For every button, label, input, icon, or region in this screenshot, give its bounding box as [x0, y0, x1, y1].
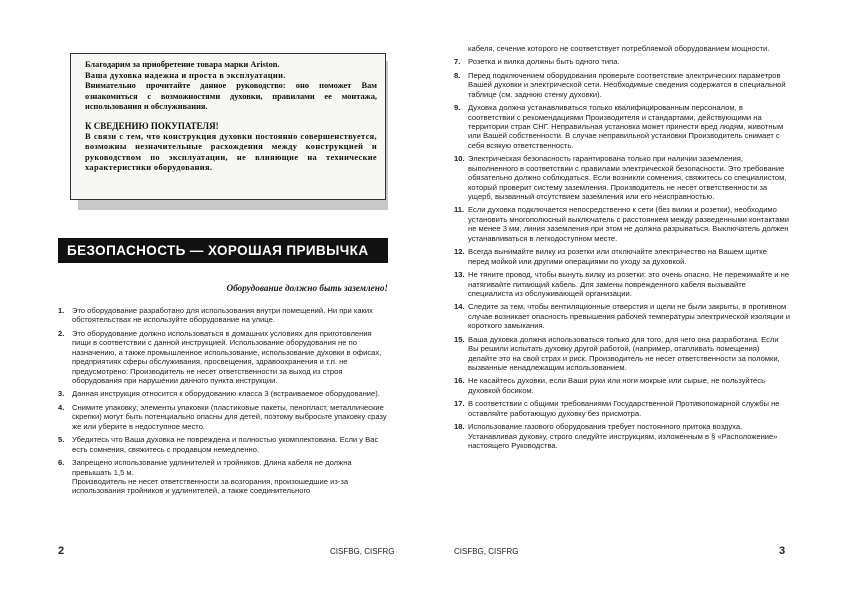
item-text: Розетка и вилка должны быть одного типа. [468, 57, 620, 67]
list-item [454, 376, 790, 395]
list-item [58, 306, 388, 325]
item-text: Всегда вынимайте вилку из розетки или отключайте электричество на Вашем щитке перед мойкой или другими операциями по уходу за духовкой. [468, 247, 767, 266]
item-text: Если духовка подключается непосредственно к сети (без вилки и розетки), необходимо установить многополюсный выключатель с расстоянием между разведенными контактами не менее 3 мм, линия заземления при этом не должна разрываться. Выключатель должен устанавливаться в легкодоступном месте. [468, 205, 789, 243]
item-text: Это оборудование разработано для использования внутри помещений. Ни при каких обстоятельствах не используйте оборудование на улице. [72, 306, 373, 325]
grounded-note: Оборудование должно быть заземлено! [226, 283, 388, 293]
section-title: БЕЗОПАСНОСТЬ — ХОРОШАЯ ПРИВЫЧКА [58, 238, 388, 263]
list-item [454, 302, 790, 330]
left-page-number: 2 [58, 545, 65, 557]
safety-list-left [58, 306, 388, 499]
item-number: 13. [454, 270, 465, 280]
list-item [454, 103, 790, 150]
list-item [454, 335, 790, 373]
item-text: В соответствии с общими требованиями Государственной Противопожарной службы не оставляйте работающую духовку без присмотра. [468, 399, 780, 418]
list-item [454, 154, 790, 201]
item-number: 3. [58, 389, 65, 399]
item-number: 4. [58, 402, 65, 412]
item-number: 16. [454, 376, 465, 386]
item-text: Снимите упаковку; элементы упаковки (пластиковые пакеты, пенопласт, металлические скрепки) могут быть потенциально опасны для детей, поэтому выбросьте упаковку сразу же или уберите в недоступное место. [72, 402, 387, 431]
item-number: 17. [454, 399, 465, 409]
list-item [58, 435, 388, 454]
item-text: Данная инструкция относится к оборудованию класса 3 (встраиваемое оборудование). [72, 389, 380, 399]
list-item [454, 270, 790, 298]
notice-thanks: Благодарим за приобретение товара марки Ariston. [85, 60, 280, 69]
item-text: Электрическая безопасность гарантирована только при наличии заземления, выполненного в соответствии с правилами электрической безопасности. Это требование обязательно должно соблюдаться. Если возникли сомнения, свяжитесь со специалистом, который проверит систему заземления. Производитель не несет ответственности за ущерб, вызванный отсутствием заземления или его неисправностью. [468, 154, 787, 201]
item-number: 9. [454, 103, 461, 113]
list-item [58, 403, 388, 431]
notice-body: В связи с тем, что конструкция духовки постоянно совершенствуется, возможны незначительные расхождения между конструкцией и руководством по эксплуатации, не влияющие на технические характеристики оборудования. [85, 131, 377, 173]
item-number: 1. [58, 306, 65, 315]
list-item [454, 57, 790, 66]
item-number: 14. [454, 302, 465, 312]
item-text: Перед подключением оборудования проверьте соответствие электрических параметров Вашей духовки и электрической сети. Необходимые сведения содержатся в специальной таблице (см. заднюю стенку духовки). [468, 70, 786, 99]
list-item [58, 458, 388, 477]
list-item [454, 247, 790, 266]
item-number: 15. [454, 334, 465, 344]
item-6-continuation: Производитель не несет ответственности за возгорания, произошедшие из-за использования тройников и удлинителей, а также соединительного [72, 476, 349, 496]
item-text: Использование газового оборудования требует постоянного притока воздуха. Устанавливая духовку, строго следуйте инструкциям, изложенным в § «Расположение» настоящего Руководства. [468, 422, 778, 451]
item-number: 12. [454, 247, 465, 257]
item-number: 11. [454, 205, 465, 215]
right-footer-model: CISFBG, CISFRG [454, 547, 519, 556]
right-page-number: 3 [779, 545, 786, 557]
list-item [454, 422, 790, 450]
item-number: 2. [58, 328, 65, 338]
item-text: Не тяните провод, чтобы вынуть вилку из розетки: это очень опасно. Не пережимайте и не натягивайте питающий кабель. Для замены поврежденного кабеля вызывайте специалиста из обслуживающей организации. [468, 270, 790, 298]
list-item [454, 399, 790, 418]
safety-list-right [454, 44, 790, 455]
item-number: 6. [58, 458, 65, 468]
item-6-cable-continuation: кабеля, сечение которого не соответствует потребляемой оборудованием мощности. [468, 44, 770, 53]
notice-box [70, 53, 386, 200]
notice-reliable: Ваша духовка надежна и проста в эксплуатации. [85, 70, 286, 80]
item-text: Не касайтесь духовки, если Ваши руки или ноги мокрые или сырые, не пользуйтесь духовкой босиком. [468, 376, 766, 395]
item-text: Это оборудование должно использоваться в домашних условиях для приготовления пищи в соответствии с данной инструкцией. Использование оборудования не по назначению, а также промышленное использование, использование духовки в офисах, предприятиях сферы обслуживания, просвещения, здравоохранения и т.п. не предусмотрено: Производитель не несет ответственности за выход из строя оборудования при нарушении данного пункта инструкции. [72, 328, 382, 385]
item-text: Следите за тем, чтобы вентиляционные отверстия и щели не были закрыты, в противном случае возникает опасность превышения рабочей температуры электрической изоляции и короткого замыкания. [468, 302, 790, 331]
item-text: Запрещено использование удлинителей и тройников. Длина кабеля не должна превышать 1,5 м. [72, 458, 352, 477]
notice-read: Внимательно прочитайте данное руководство: оно поможет Вам ознакомиться с возможностями духовки, правилами ее монтажа, использования и обслуживания. [85, 81, 377, 112]
list-item [454, 71, 790, 99]
item-text: Убедитесь что Ваша духовка не повреждена и полностью укомплектована. Если у Вас есть сомнения, свяжитесь с продавцом немедленно. [72, 435, 379, 454]
notice-heading: К СВЕДЕНИЮ ПОКУПАТЕЛЯ! [85, 120, 219, 131]
list-item [58, 389, 388, 398]
item-number: 8. [454, 70, 461, 80]
item-number: 18. [454, 422, 465, 432]
item-text: Ваша духовка должна использоваться только для того, для чего она разработана. Если Вы решили испытать духовку другой работой, (например, отапливать помещения) делайте это на свой страх и риск. Производитель не несет ответственности за поломки, вызванные ненадлежащим использованием. [468, 334, 780, 372]
left-footer-model: CISFBG, CISFRG [330, 547, 395, 556]
item-number: 5. [58, 435, 65, 445]
list-item [58, 329, 388, 385]
item-number: 7. [454, 57, 461, 67]
item-number: 10. [454, 154, 465, 164]
item-text: Духовка должна устанавливаться только квалифицированным персоналом, в соответствии с рекомендациями Производителя и стандартами, действующими на территории стран СНГ. Неправильная установка может принести вред людям, животным или Вашей собственности. В случае неправильной установки Производитель снимает с себя всякую ответственность. [468, 103, 784, 150]
list-item [454, 205, 790, 243]
